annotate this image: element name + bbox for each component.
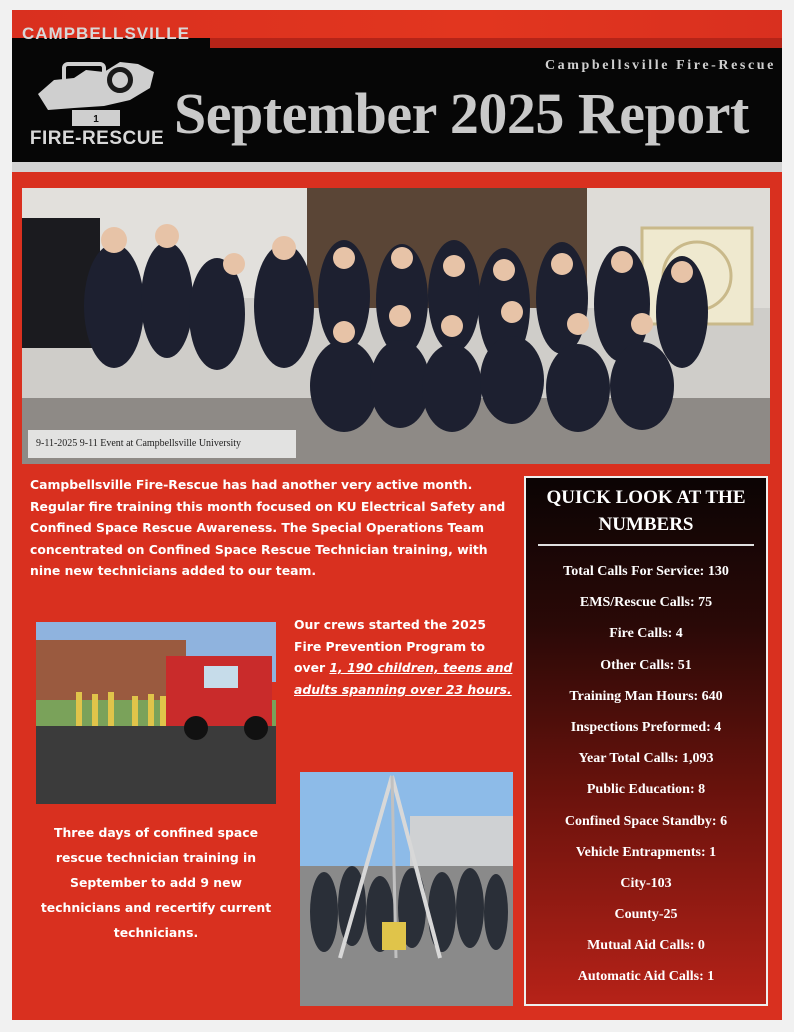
group-photo-illustration	[22, 188, 770, 464]
training-paragraph: Three days of confined space rescue technician training in September to add 9 new technicians and recertify current technicians.	[40, 825, 272, 940]
prevention-text: Our crews started the 2025 Fire Prevention Program to over	[294, 617, 487, 675]
stat-item: Vehicle Entrapments: 1	[575, 844, 717, 860]
stat-item: Public Education: 8	[586, 782, 706, 798]
stat-item: Training Man Hours: 640	[569, 688, 723, 704]
stat-item: City-103	[620, 875, 672, 891]
logo-text-bottom: FIRE-RESCUE	[29, 128, 165, 149]
kentucky-emblem-icon	[34, 50, 160, 128]
stat-item: Year Total Calls: 1,093	[578, 751, 714, 767]
department-logo	[22, 24, 190, 158]
svg-text:1: 1	[93, 114, 99, 125]
header-gray-bar	[12, 162, 782, 172]
quick-look-title: QUICK LOOK AT THE NUMBERS	[546, 487, 746, 535]
quick-look-divider	[538, 544, 754, 546]
stat-item: Other Calls: 51	[600, 657, 692, 673]
logo-text-top: CAMPBELLSVILLE	[22, 24, 190, 43]
stat-item: Total Calls For Service: 130	[563, 564, 729, 579]
hero-caption: 9-11-2025 9-11 Event at Campbellsville University	[28, 430, 296, 458]
rescue-tripod-photo	[300, 772, 513, 1006]
stat-item: Confined Space Standby: 6	[564, 813, 728, 829]
stat-item: Inspections Preformed: 4	[570, 719, 722, 735]
quick-look-list	[526, 556, 766, 993]
stat-item: EMS/Rescue Calls: 75	[579, 595, 713, 611]
hero-group-photo	[22, 188, 770, 464]
intro-paragraph: Campbellsville Fire-Rescue has had another very active month. Regular fire training this month focused on KU Electrical Safety and Confined Space Rescue Awareness. The Special Operations Team concentrated on Confined Space Rescue Technician training, with nine new technicians added to our team.	[30, 477, 506, 578]
fire-prevention-paragraph	[294, 614, 514, 700]
prevention-emphasis: 1, 190 children, teens and adults spanning over 23 hours.	[294, 660, 513, 697]
quick-look-panel	[524, 476, 768, 1006]
org-name: Campbellsville Fire-Rescue	[544, 58, 776, 73]
rescue-tripod-illustration	[300, 772, 513, 1006]
header-notch	[210, 38, 782, 48]
stat-item: Mutual Aid Calls: 0	[587, 938, 705, 954]
fire-truck-illustration	[36, 622, 276, 804]
fire-truck-photo	[36, 622, 276, 804]
stat-item: Fire Calls: 4	[609, 626, 683, 642]
stat-item: Automatic Aid Calls: 1	[577, 969, 715, 985]
stat-item: County-25	[614, 907, 678, 923]
report-title: September 2025 Report	[174, 81, 749, 146]
